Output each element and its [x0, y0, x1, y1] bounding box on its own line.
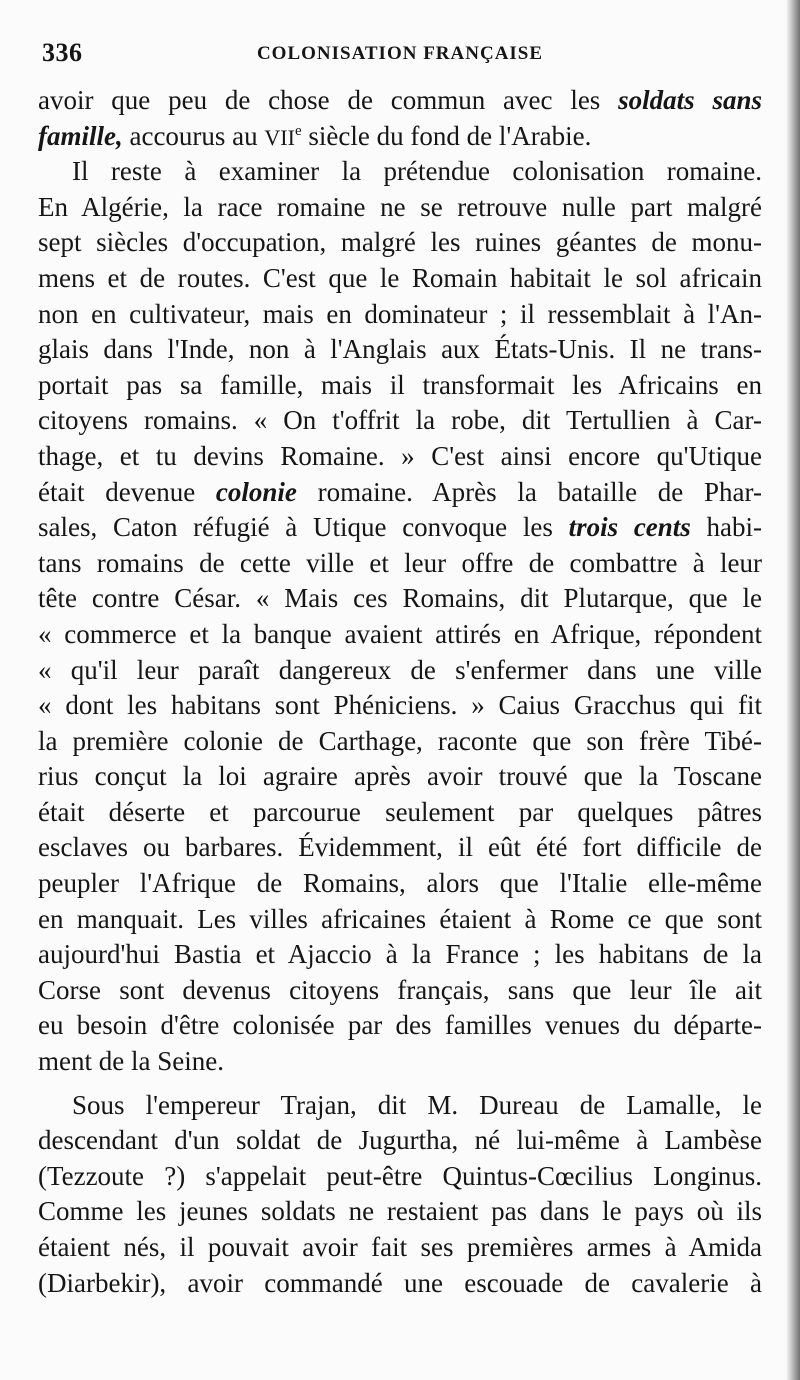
running-head: COLONISATION FRANÇAISE — [256, 43, 544, 64]
text-line: Sous l'empereur Trajan, dit M. Dureau de Lamalle, le — [72, 1089, 762, 1120]
text-line: famille, accourus au VIIe siècle du fond de l'Arabie. — [38, 120, 592, 151]
text-line: glais dans l'Inde, non à l'Anglais aux États-Unis. Il ne trans- — [38, 334, 762, 365]
page-edge-shadow — [786, 0, 800, 1380]
text-line: tête contre César. « Mais ces Romains, dit Plutarque, que le — [38, 583, 762, 614]
text-line: En Algérie, la race romaine ne se retrouve nulle part malgré — [38, 191, 762, 222]
text-line: « commerce et la banque avaient attirés en Afrique, répondent — [38, 618, 762, 649]
page-number: 336 — [42, 38, 83, 67]
text-line: aujourd'hui Bastia et Ajaccio à la France ; les habitans de la — [38, 939, 762, 970]
text-line: « dont les habitans sont Phéniciens. » Caius Gracchus qui fit — [38, 690, 762, 721]
text-line: eu besoin d'être colonisée par des familles venues du départe- — [38, 1010, 762, 1041]
text-line: Comme les jeunes soldats ne restaient pas dans le pays où ils — [38, 1196, 762, 1227]
text-line: (Tezzoute ?) s'appelait peut-être Quintus-Cœcilius Longinus. — [38, 1160, 762, 1191]
text-line: « qu'il leur paraît dangereux de s'enfermer dans une ville — [38, 654, 762, 685]
text-line: thage, et tu devins Romaine. » C'est ainsi encore qu'Utique — [38, 440, 762, 471]
text-line: non en cultivateur, mais en dominateur ; il ressemblait à l'An- — [38, 298, 762, 329]
text-line: rius conçut la loi agraire après avoir trouvé que la Toscane — [38, 761, 762, 792]
text-line: sept siècles d'occupation, malgré les ruines géantes de monu- — [38, 227, 762, 258]
text-line: en manquait. Les villes africaines étaient à Rome ce que sont — [38, 903, 762, 934]
text-line: était déserte et parcourue seulement par quelques pâtres — [38, 796, 762, 827]
text-line: mens et de routes. C'est que le Romain habitait le sol africain — [38, 262, 762, 293]
text-line: tans romains de cette ville et leur offre de combattre à leur — [38, 547, 762, 578]
text-line: Il reste à examiner la prétendue colonisation romaine. — [72, 156, 762, 187]
text-line: sales, Caton réfugié à Utique convoque les trois cents habi- — [38, 512, 763, 543]
text-line: Corse sont devenus citoyens français, sans que leur île ait — [38, 974, 762, 1005]
text-line: étaient nés, il pouvait avoir fait ses premières armes à Amida — [38, 1232, 762, 1262]
text-line: (Diarbekir), avoir commandé une escouade de cavalerie à — [38, 1267, 762, 1298]
text-line: peupler l'Afrique de Romains, alors que l'Italie elle-même — [38, 868, 762, 899]
text-line: descendant d'un soldat de Jugurtha, né lui-même à Lambèse — [38, 1125, 762, 1156]
text-line: avoir que peu de chose de commun avec les soldats sans — [38, 85, 762, 115]
text-line: esclaves ou barbares. Évidemment, il eût été fort difficile de — [38, 832, 762, 863]
text-line: ment de la Seine. — [38, 1046, 224, 1077]
text-line: était devenue colonie romaine. Après la bataille de Phar- — [38, 476, 762, 507]
body-text — [38, 83, 762, 1301]
text-line: la première colonie de Carthage, raconte que son frère Tibé- — [38, 725, 762, 756]
text-line: portait pas sa famille, mais il transformait les Africains en — [38, 369, 762, 400]
text-line: citoyens romains. « On t'offrit la robe, dit Tertullien à Car- — [38, 405, 762, 436]
